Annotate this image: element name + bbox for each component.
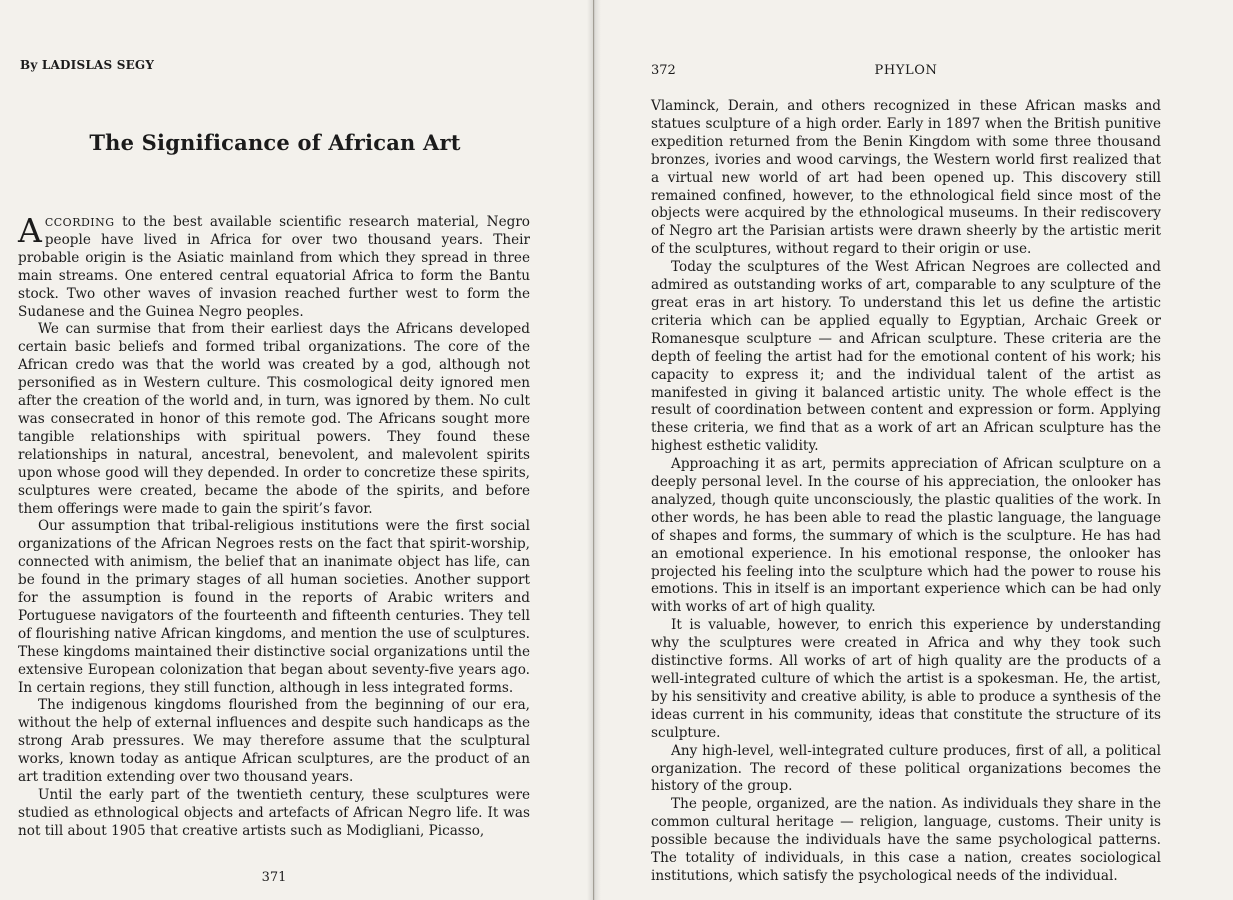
paragraph: Our assumption that tribal-religious institutions were the first social organizations of the African Negroes rests on the fact that spirit-worship, connected with animism, the belief that an inanimate object has life, can be found in the primary stages of all human societies. Another support for the assumption is found in the reports of Arabic writers and Portuguese navigators of the fourteenth and fifteenth centuries. They tell of flourishing native African kingdoms, and mention the use of sculptures. These kingdoms maintained their distinctive social organizations until the extensive European colonization that began about seventy-five years ago. In certain regions, they still function, although in less integrated forms. xyxy=(18,518,530,696)
page-number-right: 372 xyxy=(651,63,676,78)
opening-paragraph xyxy=(18,211,530,321)
left-page xyxy=(0,0,594,900)
paragraph: Approaching it as art, permits appreciation of African sculpture on a deeply personal level. In the course of his appreciation, the onlooker has analyzed, though quite unconsciously, the plastic qualities of the work. In other words, he has been able to read the plastic language, the language of shapes and forms, the summary of which is the sculpture. He has had an emotional experience. In his emotional response, the onlooker has projected his feeling into the sculpture which had the power to rouse his emotions. This in itself is an important experience which can be had only with works of art of high quality. xyxy=(651,456,1161,616)
page-number-left: 371 xyxy=(261,870,287,885)
paragraph: The indigenous kingdoms flourished from the beginning of our era, without the help of external influences and despite such handicaps as the strong Arab pressures. We may therefore assume that the sculptural works, known today as antique African sculptures, are the product of an art tradition extending over two thousand years. xyxy=(18,697,530,786)
article-title: The Significance of African Art xyxy=(89,130,461,155)
left-text-column xyxy=(18,211,530,841)
paragraph: The people, organized, are the nation. As individuals they share in the common cultural heritage — religion, language, customs. Their unity is possible because the individuals have the same psychological patterns. The totality of individuals, in this case a nation, creates sociological institutions, which satisfy the psychological needs of the individual. xyxy=(651,796,1161,884)
drop-cap: A xyxy=(18,211,42,250)
paragraph: Any high-level, well-integrated culture produces, first of all, a political organization. The record of these political organizations becomes the history of the group. xyxy=(651,742,1161,795)
right-text-column xyxy=(651,98,1161,886)
paragraph: Until the early part of the twentieth century, these sculptures were studied as ethnological objects and artefacts of African Negro life. It was not till about 1905 that creative artists such as Modigliani, Picasso, xyxy=(18,787,530,839)
journal-name: PHYLON xyxy=(874,63,938,78)
lead-word: CCORDING xyxy=(44,216,115,229)
byline: By LADISLAS SEGY xyxy=(20,58,155,72)
paragraph: It is valuable, however, to enrich this experience by understanding why the sculptures were created in Africa and why they took such distinctive forms. All works of art of high quality are the products of a well-integrated culture of which the artist is a spokesman. He, the artist, by his sensitivity and creative ability, is able to produce a synthesis of the ideas current in his community, ideas that constitute the structure of its sculpture. xyxy=(651,617,1161,741)
paragraph: Today the sculptures of the West African Negroes are collected and admired as outstanding works of art, comparable to any sculpture of the great eras in art history. To understand this let us define the artistic criteria which can be applied equally to Egyptian, Archaic Greek or Romanesque sculpture — and African sculpture. These criteria are the depth of feeling the artist had for the emotional content of his work; his capacity to express it; and the individual talent of the artist as manifested in giving it balanced artistic unity. The whole effect is the result of coordination between content and expression or form. Applying these criteria, we find that as a work of art an African sculpture has the highest esthetic validity. xyxy=(651,259,1161,455)
opening-paragraph-text: to the best available scientific research material, Negro people have lived in Africa for over two thousand years. Their probable origin is the Asiatic mainland from which they spread in three main streams. One entered central equatorial Africa to form the Bantu stock. Two other waves of invasion reached further west to form the Sudanese and the Guinea Negro peoples. xyxy=(18,214,530,320)
continued-paragraph: Vlaminck, Derain, and others recognized in these African masks and statues sculpture of a high order. Early in 1897 when the British punitive expedition returned from the Benin Kingdom with some three thousand bronzes, ivories and wood carvings, the Western world first realized that a virtual new world of art had been opened up. This discovery still remained confined, however, to the ethnological field since most of the objects were acquired by the ethnological museums. In their rediscovery of Negro art the Parisian artists were drawn sheerly by the artistic merit of the sculptures, without regard to their origin or use. xyxy=(651,98,1161,258)
paragraph: We can surmise that from their earliest days the Africans developed certain basic beliefs and formed tribal organizations. The core of the African credo was that the world was created by a god, although not personified as in Western culture. This cosmological deity ignored men after the creation of the world and, in turn, was ignored by them. No cult was consecrated in honor of this remote god. The Africans sought more tangible relationships with spiritual powers. They found these relationships in natural, ancestral, benevolent, and malevolent spirits upon whose good will they depended. In order to concretize these spirits, sculptures were created, became the abode of the spirits, and before them offerings were made to gain the spirit’s favor. xyxy=(18,321,530,517)
right-page xyxy=(594,0,1233,900)
